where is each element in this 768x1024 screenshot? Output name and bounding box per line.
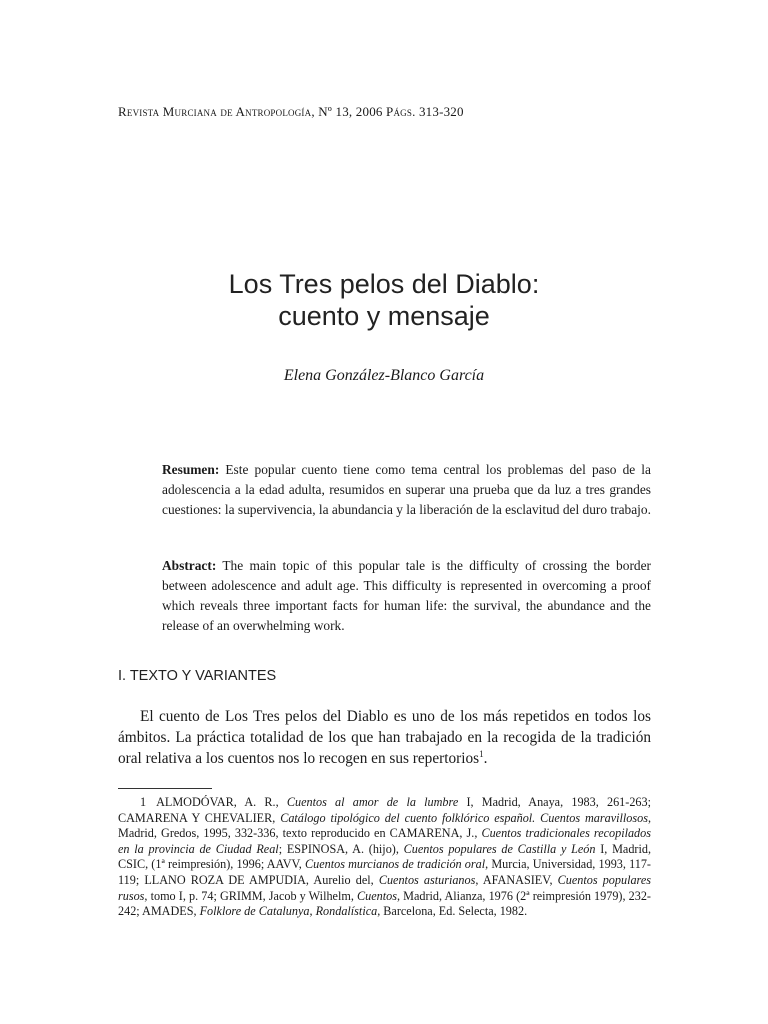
body-paragraph xyxy=(118,706,651,769)
abstract-text: The main topic of this popular tale is the difficulty of crossing the border between adolescence and adult age. This difficulty is represented in overcoming a proof which reveals three important facts for human life: the survival, the abundance and the release of an overwhelming work. xyxy=(162,558,652,633)
abstract-label: Abstract: xyxy=(162,558,217,573)
footnote-number: 1 xyxy=(140,795,147,809)
running-head: Revista Murciana de Antropología, Nº 13, 2006 Págs. 313-320 xyxy=(118,104,464,119)
footnote-citation-text: ; ESPINOSA, A. (hijo), xyxy=(278,841,404,856)
title-line-2: cuento y mensaje xyxy=(278,301,490,331)
footnote-citation-title: Catálogo tipológico del cuento folklórico español. Cuentos maravillosos xyxy=(280,810,648,825)
resumen-label: Resumen: xyxy=(162,462,220,477)
footnote-citation-title: Cuentos murcianos de tradición oral xyxy=(305,857,486,872)
footnote-citation-title: Cuentos populares de Castilla y León xyxy=(403,841,596,856)
footnote-citation-text: , AFANASIEV, xyxy=(475,872,558,887)
body-paragraph-text: El cuento de Los Tres pelos del Diablo es uno de los más repetidos en todos los ámbitos. La práctica totalidad de los que han trabajado en la recogida de la tradición oral relativa a los cuentos nos lo recogen en sus repertorios xyxy=(118,708,651,767)
footnote-citation-text: , tomo I, p. 74; GRIMM, Jacob y Wilhelm, xyxy=(144,888,357,903)
footnote-citation-text: , Madrid, Gredos, 1995, 332-336, texto reproducido en CAMARENA, J., xyxy=(118,810,651,841)
resumen-paragraph xyxy=(162,460,651,520)
resumen-text: Este popular cuento tiene como tema central los problemas del paso de la adolescencia a la edad adulta, resumidos en superar una prueba que da luz a tres grandes cuestiones: la supervivencia, la abundancia y la liberación de la esclavitud del duro trabajo. xyxy=(162,462,651,517)
abstract-paragraph xyxy=(162,556,651,636)
footnote-1 xyxy=(118,795,651,920)
footnote-marker[interactable]: 1 xyxy=(479,748,484,759)
footnote-citation-title: Cuentos al amor de la lumbre xyxy=(286,795,459,809)
author-name: Elena González-Blanco García xyxy=(283,367,485,384)
section-heading: I. TEXTO Y VARIANTES xyxy=(118,668,277,684)
footnote-citation-title: Folklore de Catalunya, Rondalística xyxy=(199,904,378,919)
footnote-citation-text: , Murcia, Universidad, 1993, 117-119; LLANO ROZA DE AMPUDIA, Aurelio del, xyxy=(118,857,651,887)
body-paragraph-end: . xyxy=(483,750,488,767)
footnote-citation-title: Cuentos populares rusos xyxy=(118,872,651,903)
footnote-citation-title: Cuentos tradicionales recopilados en la provincia de Ciudad Real xyxy=(118,826,651,856)
footnote-citation-text: ALMODÓVAR, A. R., xyxy=(156,795,287,809)
footnote-divider xyxy=(118,788,212,789)
footnote-citation-text: , Madrid, Alianza, 1976 (2ª reimpresión 1979), 232-242; AMADES, xyxy=(118,888,651,919)
footnote-citation-title: Cuentos xyxy=(357,888,397,903)
footnote-citation-text: , Barcelona, Ed. Selecta, 1982. xyxy=(377,904,528,919)
footnote-citation-text: I, Madrid, CSIC, (1ª reimpresión), 1996; AAVV, xyxy=(118,841,652,872)
title-line-1: Los Tres pelos del Diablo: xyxy=(228,269,540,299)
footnote-citation-title: Cuentos asturianos xyxy=(378,872,476,887)
footnote-citation-text: I, Madrid, Anaya, 1983, 261-263; CAMARENA Y CHEVALIER, xyxy=(118,795,652,825)
footnote-text xyxy=(118,795,651,918)
article-title xyxy=(0,268,768,332)
